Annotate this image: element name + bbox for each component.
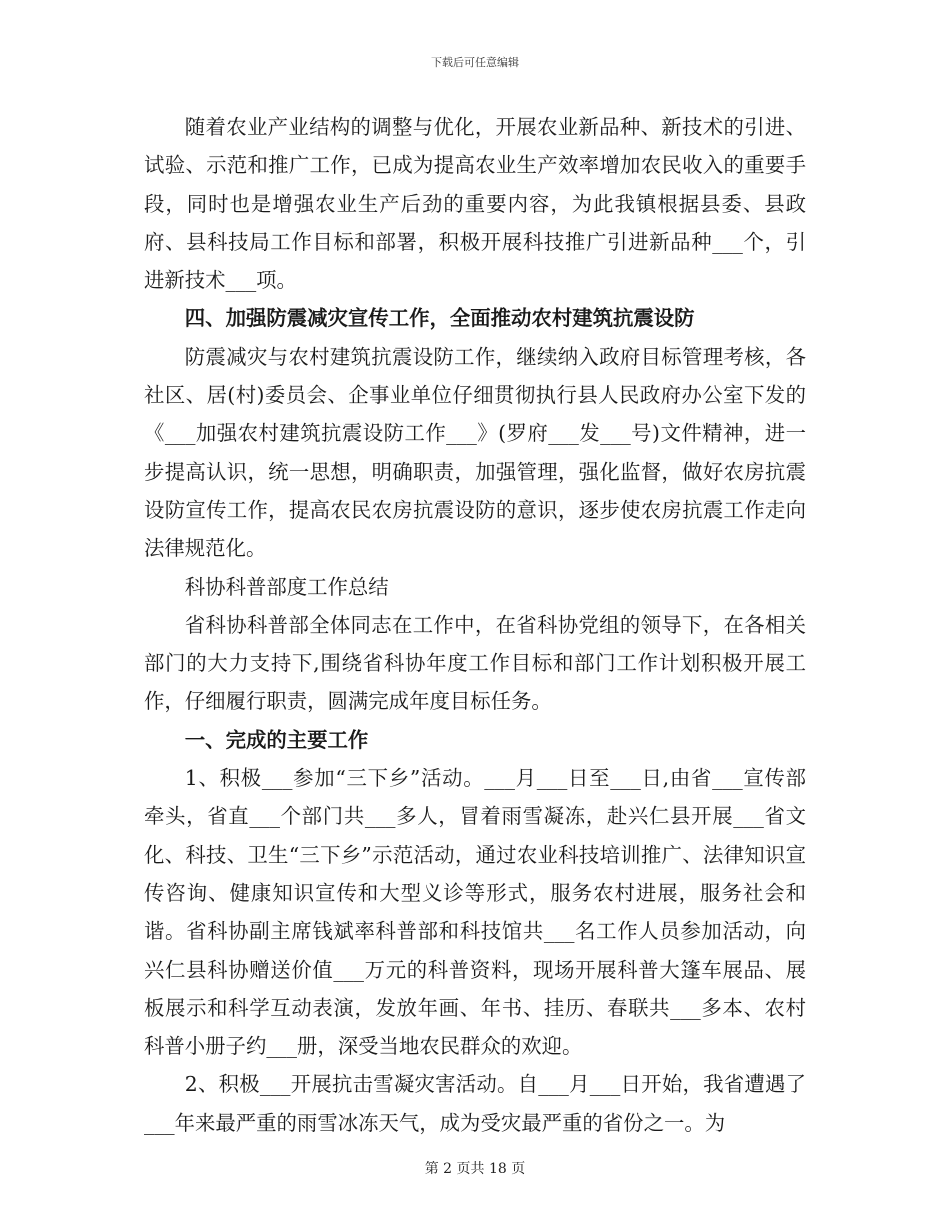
paragraph-earthquake: 防震减灾与农村建筑抗震设防工作，继续纳入政府目标管理考核，各社区、居(村)委员会、企事业单位仔细贯彻执行县人民政府办公室下发的《___加强农村建筑抗震设防工作___》(罗府___发___号)文件精神，进一步提高认识，统一思想，明确职责，加强管理，强化监督，做好农房抗震设防宣传工作，提高农民农房抗震设防的意识，逐步使农房抗震工作走向法律规范化。 <box>144 344 806 561</box>
paragraph-item-2: 2、积极___开展抗击雪凝灾害活动。自___月___日开始，我省遭遇了___年来最严重的雨雪冰冻天气，成为受灾最严重的省份之一。为 <box>144 1072 806 1135</box>
document-body <box>144 108 806 1142</box>
paragraph-item-1: 1、积极___参加“三下乡”活动。___月___日至___日,由省___宣传部牵头，省直___个部门共___多人，冒着雨雪凝冻，赴兴仁县开展___省文化、科技、卫生“三下乡”示范活动，通过农业科技培训推广、法律知识宣传咨询、健康知识宣传和大型义诊等形式，服务农村进展，服务社会和谐。省科协副主席钱斌率科普部和科技馆共___名工作人员参加活动，向兴仁县科协赠送价值___万元的科普资料，现场开展科普大篷车展品、展板展示和科学互动表演，发放年画、年书、挂历、春联共___多本、农村科普小册子约___册，深受当地农民群众的欢迎。 <box>144 766 806 1059</box>
paragraph-summary-intro: 省科协科普部全体同志在工作中，在省科协党组的领导下，在各相关部门的大力支持下,围绕省科协年度工作目标和部门工作计划积极开展工作，仔细履行职责，圆满完成年度目标任务。 <box>144 612 806 714</box>
section-heading-1: 一、完成的主要工作 <box>184 727 369 752</box>
paragraph-summary-title: 科协科普部度工作总结 <box>184 574 389 599</box>
page-header: 下载后可任意编辑 <box>431 56 519 69</box>
section-heading-4: 四、加强防震减灾宣传工作，全面推动农村建筑抗震设防 <box>184 306 695 331</box>
page-footer: 第 2 页共 18 页 <box>424 1161 526 1177</box>
paragraph-agri-tech: 随着农业产业结构的调整与优化，开展农业新品种、新技术的引进、试验、示范和推广工作，已成为提高农业生产效率增加农民收入的重要手段，同时也是增强农业生产后劲的重要内容，为此我镇根据县委、县政府、县科技局工作目标和部署，积极开展科技推广引进新品种___个，引进新技术___项。 <box>144 115 806 293</box>
